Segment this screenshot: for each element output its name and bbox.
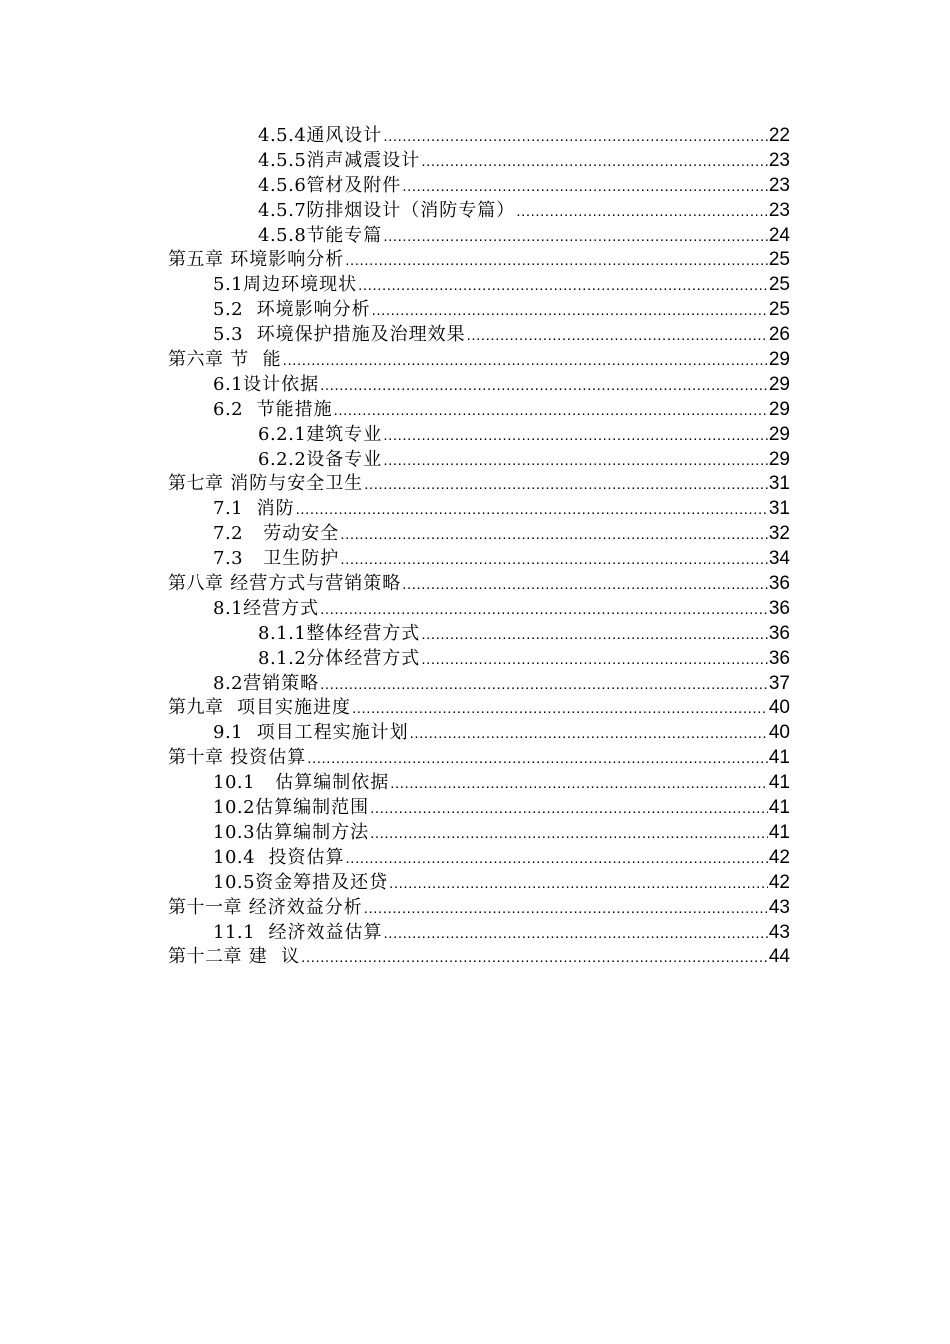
toc-dot-leader — [320, 374, 768, 399]
toc-entry-page: 37 — [768, 672, 790, 694]
toc-entry-number: 10.3 — [213, 821, 256, 843]
toc-entry-number: 8.1.1 — [258, 622, 307, 644]
toc-entry-page: 32 — [768, 523, 790, 545]
toc-entry-number: 4.5.8 — [258, 224, 307, 246]
toc-entry[interactable] — [168, 921, 790, 946]
toc-dot-leader — [340, 523, 768, 548]
toc-entry-page: 29 — [768, 448, 790, 470]
toc-entry[interactable] — [168, 323, 790, 348]
toc-entry-page: 22 — [768, 125, 790, 146]
toc-dot-leader — [383, 424, 768, 449]
toc-entry-title: 环境保护措施及治理效果 — [243, 324, 466, 346]
toc-entry-page: 42 — [768, 846, 790, 868]
toc-entry-title: 劳动安全 — [243, 523, 340, 545]
toc-entry-page: 40 — [768, 722, 790, 744]
toc-entry-title: 投资估算 — [223, 747, 307, 769]
toc-entry-page: 36 — [768, 597, 790, 619]
toc-entry[interactable] — [168, 821, 790, 846]
toc-entry[interactable] — [168, 149, 790, 174]
toc-entry-title: 消防与安全卫生 — [223, 473, 364, 495]
toc-entry-number: 7.1 — [213, 498, 244, 520]
toc-dot-leader — [390, 772, 768, 797]
toc-entry-number: 8.1.2 — [258, 647, 307, 669]
toc-entry-page: 43 — [768, 921, 790, 943]
toc-entry-page: 31 — [768, 498, 790, 520]
toc-entry-number: 第十二章 — [168, 946, 242, 968]
toc-entry-number: 4.5.7 — [258, 199, 307, 221]
toc-entry[interactable] — [168, 398, 790, 423]
toc-entry-number: 5.2 — [213, 299, 244, 321]
toc-entry-number: 9.1 — [213, 722, 244, 744]
toc-entry-number: 第十一章 — [168, 896, 242, 918]
toc-entry-title: 经济效益估算 — [255, 921, 383, 943]
toc-entry-page: 40 — [768, 697, 790, 719]
toc-entry-number: 10.4 — [213, 846, 256, 868]
toc-entry[interactable] — [168, 746, 790, 771]
toc-entry[interactable] — [168, 672, 790, 697]
toc-entry-page: 41 — [768, 797, 790, 819]
table-of-contents — [168, 124, 790, 970]
toc-entry-number: 4.5.4 — [258, 125, 307, 146]
toc-entry[interactable] — [168, 199, 790, 224]
toc-entry[interactable] — [168, 796, 790, 821]
toc-entry-title: 节能专篇 — [306, 224, 383, 246]
toc-entry[interactable] — [168, 174, 790, 199]
toc-entry-title: 通风设计 — [306, 125, 383, 146]
toc-entry-title: 投资估算 — [255, 846, 345, 868]
toc-entry-number: 6.2 — [213, 398, 244, 420]
toc-entry-number: 4.5.5 — [258, 149, 307, 171]
toc-entry-page: 36 — [768, 647, 790, 669]
toc-entry-title: 卫生防护 — [243, 548, 340, 570]
toc-entry-number: 8.2 — [213, 672, 244, 694]
toc-dot-leader — [467, 324, 768, 349]
toc-dot-leader — [307, 747, 768, 772]
toc-entry-title: 节 能 — [223, 349, 282, 371]
toc-entry-page: 41 — [768, 821, 790, 843]
toc-dot-leader — [283, 349, 768, 374]
toc-entry-title: 节能措施 — [243, 398, 333, 420]
toc-entry-page: 25 — [768, 299, 790, 321]
toc-entry-page: 43 — [768, 896, 790, 918]
toc-entry-title: 周边环境现状 — [243, 274, 358, 296]
toc-entry-page: 29 — [768, 349, 790, 371]
toc-dot-leader — [402, 573, 768, 598]
toc-entry[interactable] — [168, 448, 790, 473]
toc-entry-page: 44 — [768, 946, 790, 968]
toc-entry[interactable] — [168, 572, 790, 597]
toc-entry-page: 23 — [768, 174, 790, 196]
toc-entry[interactable] — [168, 871, 790, 896]
toc-dot-leader — [384, 922, 768, 947]
toc-entry-title: 环境影响分析 — [223, 249, 345, 271]
toc-dot-leader — [370, 822, 768, 847]
toc-entry-title: 经营方式 — [243, 597, 320, 619]
toc-dot-leader — [364, 897, 768, 922]
toc-entry-number: 第七章 — [168, 473, 224, 495]
toc-entry-number: 8.1 — [213, 597, 244, 619]
toc-entry-page: 34 — [768, 548, 790, 570]
toc-entry[interactable] — [168, 423, 790, 448]
toc-entry[interactable] — [168, 647, 790, 672]
toc-entry-number: 10.5 — [213, 871, 256, 893]
toc-entry-title: 项目实施进度 — [223, 697, 351, 719]
toc-entry-number: 6.2.2 — [258, 448, 307, 470]
toc-entry-number: 第八章 — [168, 573, 224, 595]
toc-dot-leader — [352, 697, 768, 722]
toc-entry-number: 10.1 — [213, 772, 256, 794]
toc-entry-page: 29 — [768, 373, 790, 395]
toc-entry-page: 25 — [768, 249, 790, 271]
toc-entry-page: 29 — [768, 398, 790, 420]
toc-entry-page: 23 — [768, 149, 790, 171]
toc-dot-leader — [370, 797, 768, 822]
toc-entry-title: 管材及附件 — [306, 174, 402, 196]
toc-entry-title: 估算编制方法 — [255, 821, 370, 843]
toc-entry-page: 24 — [768, 224, 790, 246]
toc-entry-title: 项目工程实施计划 — [243, 722, 409, 744]
toc-entry-title: 设备专业 — [306, 448, 383, 470]
toc-entry-title: 建 议 — [242, 946, 301, 968]
toc-dot-leader — [346, 847, 768, 872]
toc-entry-title: 资金筹措及还贷 — [255, 871, 389, 893]
toc-entry-number: 6.1 — [213, 373, 244, 395]
toc-dot-leader — [345, 249, 768, 274]
toc-entry-number: 5.1 — [213, 274, 244, 296]
toc-entry[interactable] — [168, 721, 790, 746]
toc-dot-leader — [358, 274, 768, 299]
toc-entry[interactable] — [168, 622, 790, 647]
toc-entry[interactable] — [168, 597, 790, 622]
toc-entry-page: 41 — [768, 747, 790, 769]
toc-entry[interactable] — [168, 348, 790, 373]
toc-entry-title: 经营方式与营销策略 — [223, 573, 402, 595]
toc-entry-number: 7.2 — [213, 523, 244, 545]
toc-entry[interactable] — [168, 896, 790, 921]
toc-entry-title: 设计依据 — [243, 373, 320, 395]
toc-dot-leader — [334, 399, 768, 424]
toc-entry-number: 7.3 — [213, 548, 244, 570]
toc-entry-title: 整体经营方式 — [306, 622, 421, 644]
toc-entry-number: 4.5.6 — [258, 174, 307, 196]
toc-dot-leader — [383, 225, 768, 250]
toc-entry-page: 26 — [768, 324, 790, 346]
toc-entry-title: 营销策略 — [243, 672, 320, 694]
toc-dot-leader — [383, 449, 768, 474]
toc-entry[interactable] — [168, 771, 790, 796]
toc-entry-title: 建筑专业 — [306, 423, 383, 445]
toc-entry-number: 第九章 — [168, 697, 224, 719]
toc-entry-page: 36 — [768, 622, 790, 644]
toc-entry-title: 消防 — [243, 498, 295, 520]
toc-entry-number: 6.2.1 — [258, 423, 307, 445]
toc-dot-leader — [320, 598, 768, 623]
toc-dot-leader — [402, 175, 768, 200]
toc-entry[interactable] — [168, 547, 790, 572]
toc-entry-page: 42 — [768, 871, 790, 893]
toc-entry-title: 消声减震设计 — [306, 149, 421, 171]
toc-entry-number: 第十章 — [168, 747, 224, 769]
toc-entry-number: 11.1 — [213, 921, 256, 943]
toc-dot-leader — [410, 722, 768, 747]
toc-entry[interactable] — [168, 945, 790, 970]
toc-dot-leader — [320, 673, 768, 698]
toc-dot-leader — [340, 548, 768, 573]
toc-entry-title: 分体经营方式 — [306, 647, 421, 669]
toc-dot-leader — [421, 150, 768, 175]
toc-entry-page: 36 — [768, 573, 790, 595]
toc-entry[interactable] — [168, 696, 790, 721]
toc-dot-leader — [389, 872, 768, 897]
toc-entry-title: 估算编制依据 — [255, 772, 390, 794]
toc-entry-number: 10.2 — [213, 797, 256, 819]
toc-entry[interactable] — [168, 248, 790, 273]
toc-entry-page: 31 — [768, 473, 790, 495]
toc-entry-page: 29 — [768, 423, 790, 445]
toc-dot-leader — [296, 498, 768, 523]
toc-entry[interactable] — [168, 522, 790, 547]
toc-entry-title: 防排烟设计（消防专篇） — [306, 199, 516, 221]
toc-entry-page: 23 — [768, 199, 790, 221]
toc-dot-leader — [364, 473, 768, 498]
toc-dot-leader — [421, 648, 768, 673]
toc-entry[interactable] — [168, 373, 790, 398]
toc-dot-leader — [516, 200, 768, 225]
toc-entry-number: 第六章 — [168, 349, 224, 371]
toc-dot-leader — [372, 299, 768, 324]
toc-entry[interactable] — [168, 846, 790, 871]
toc-dot-leader — [383, 125, 768, 150]
toc-entry-number: 5.3 — [213, 324, 244, 346]
toc-entry-page: 25 — [768, 274, 790, 296]
toc-entry-title: 估算编制范围 — [255, 797, 370, 819]
toc-entry-page: 41 — [768, 772, 790, 794]
toc-entry-title: 环境影响分析 — [243, 299, 371, 321]
toc-entry[interactable] — [168, 224, 790, 249]
toc-entry[interactable] — [168, 298, 790, 323]
toc-dot-leader — [421, 623, 768, 648]
toc-entry[interactable] — [168, 273, 790, 298]
toc-entry[interactable] — [168, 497, 790, 522]
toc-dot-leader — [301, 946, 768, 971]
toc-entry-number: 第五章 — [168, 249, 224, 271]
toc-entry[interactable] — [168, 124, 790, 149]
toc-entry[interactable] — [168, 472, 790, 497]
toc-entry-title: 经济效益分析 — [242, 896, 363, 918]
